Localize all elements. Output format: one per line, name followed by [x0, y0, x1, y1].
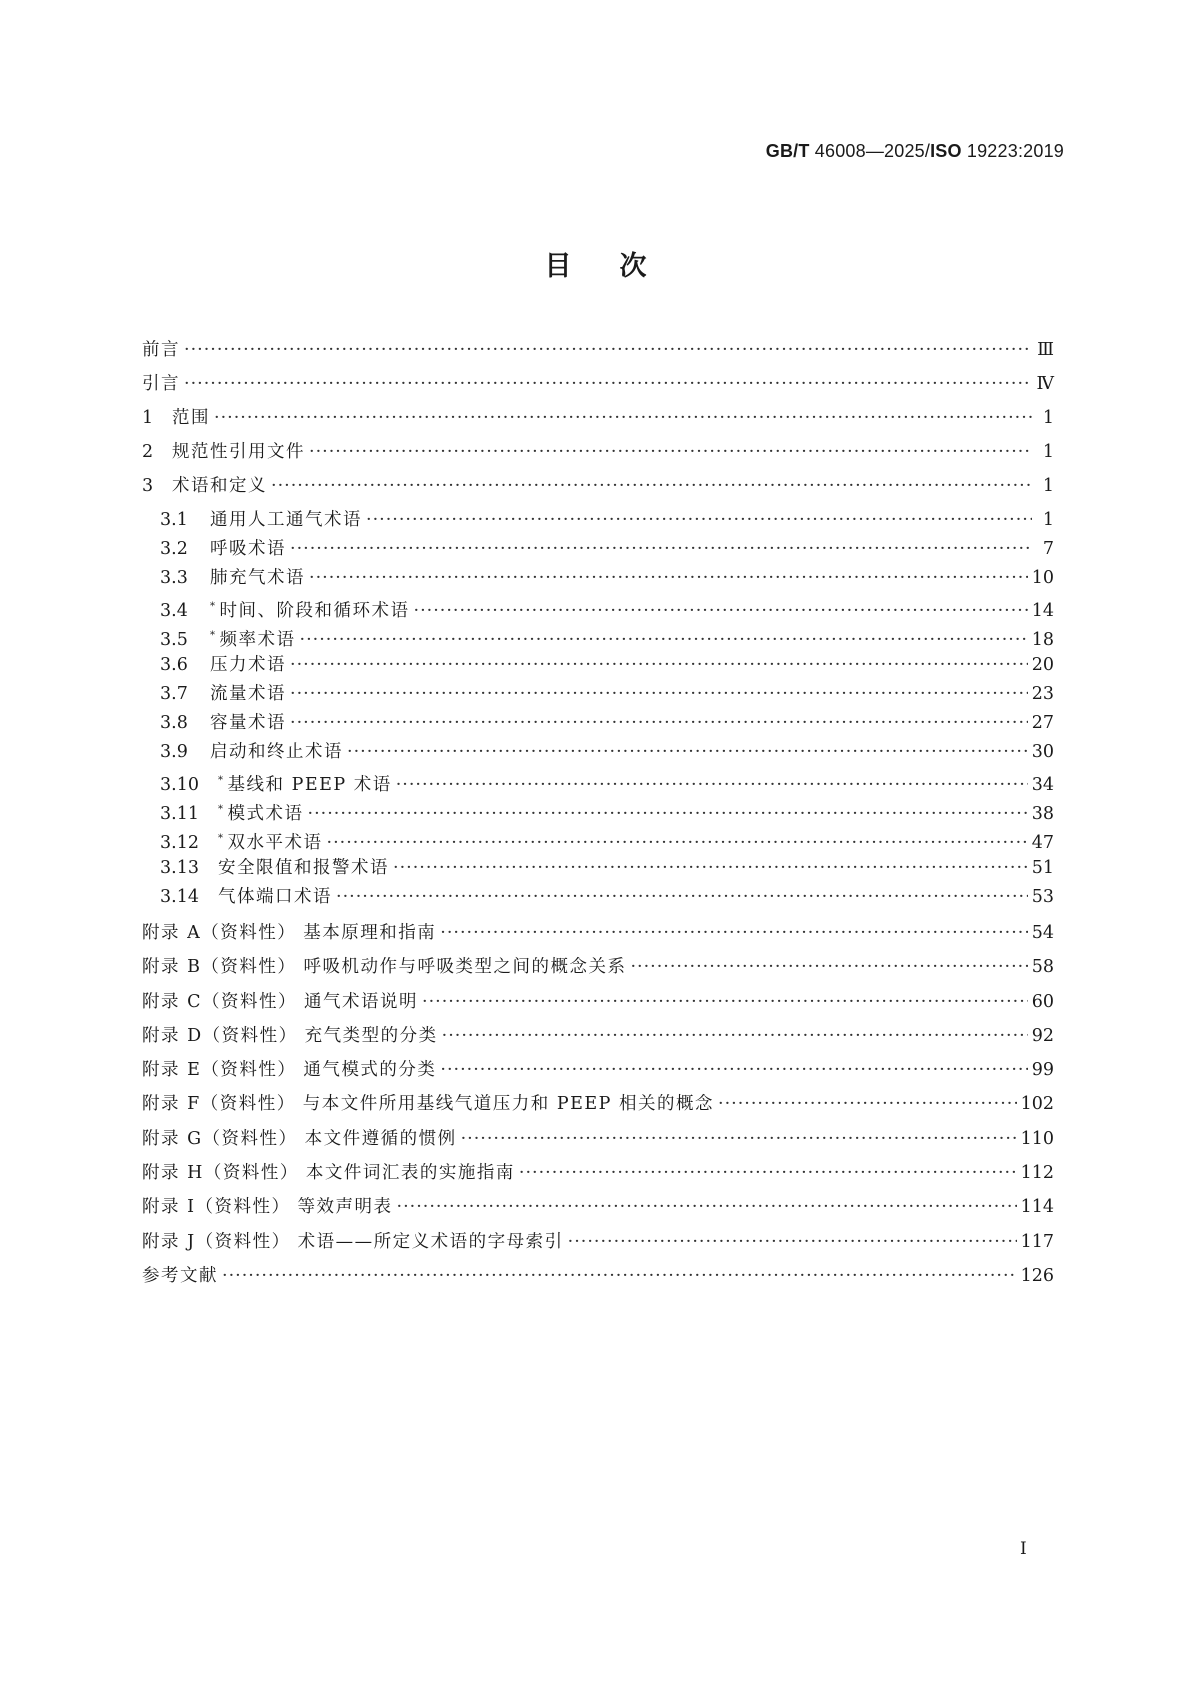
toc-entry[interactable]	[142, 885, 1054, 909]
toc-number: 3.5	[160, 630, 188, 650]
toc-page: 126	[1020, 1266, 1054, 1286]
toc-page: 1	[1042, 476, 1054, 496]
toc-leader	[393, 856, 1028, 880]
toc-label	[218, 827, 323, 855]
toc-number: 3.9	[160, 742, 188, 762]
toc-label: 附录 I（资料性） 等效声明表	[142, 1197, 393, 1217]
toc-entry[interactable]	[142, 440, 1054, 464]
toc-leader	[309, 566, 1028, 590]
toc-page: 7	[1042, 539, 1054, 559]
toc-entry[interactable]	[142, 921, 1054, 945]
toc-label: 前言	[142, 340, 180, 360]
toc-label: 附录 H（资料性） 本文件词汇表的实施指南	[142, 1163, 515, 1183]
toc-label	[210, 624, 296, 652]
toc-entry[interactable]	[142, 1264, 1054, 1288]
toc-leader	[222, 1264, 1017, 1288]
toc-leader	[461, 1127, 1017, 1151]
toc-entry[interactable]	[142, 682, 1054, 706]
toc-number: 3.14	[160, 887, 199, 907]
toc-entry[interactable]	[142, 856, 1054, 880]
toc-leader	[300, 628, 1028, 652]
toc-label: 气体端口术语	[218, 887, 332, 907]
toc-label: 引言	[142, 374, 180, 394]
toc-label: 术语和定义	[172, 476, 267, 496]
informative-mark: *	[210, 630, 217, 641]
toc-entry[interactable]	[142, 338, 1054, 362]
toc-label	[218, 769, 392, 797]
toc-entry[interactable]	[142, 827, 1054, 851]
toc-page: Ⅲ	[1037, 340, 1054, 360]
toc-leader	[397, 1195, 1017, 1219]
toc-label: 附录 B（资料性） 呼吸机动作与呼吸类型之间的概念关系	[142, 957, 627, 977]
toc-page: 112	[1020, 1163, 1054, 1183]
toc-label: 附录 A（资料性） 基本原理和指南	[142, 923, 437, 943]
toc-label: 附录 J（资料性） 术语——所定义术语的字母索引	[142, 1232, 564, 1252]
toc-leader	[214, 406, 1032, 430]
toc-page: 54	[1031, 923, 1054, 943]
toc-page: 102	[1020, 1094, 1054, 1114]
toc-leader	[396, 773, 1028, 797]
toc-leader	[440, 921, 1027, 945]
toc-number: 3.2	[160, 539, 188, 559]
toc-entry[interactable]	[142, 798, 1054, 822]
toc-number: 1	[142, 408, 154, 428]
informative-mark: *	[218, 775, 225, 786]
toc-label-text: 基线和 PEEP 术语	[227, 775, 392, 795]
toc-entry[interactable]	[142, 566, 1054, 590]
page-number: I	[1020, 1539, 1027, 1559]
toc-page: 110	[1020, 1129, 1054, 1149]
toc-entry[interactable]	[142, 769, 1054, 793]
toc-page: 47	[1031, 833, 1054, 853]
toc-entry[interactable]	[142, 1161, 1054, 1185]
toc-page: 23	[1031, 684, 1054, 704]
toc-entry[interactable]	[142, 1195, 1054, 1219]
toc-page: 1	[1042, 442, 1054, 462]
toc-page: 60	[1031, 992, 1054, 1012]
toc-leader	[568, 1230, 1017, 1254]
toc-page: 51	[1031, 858, 1054, 878]
toc-entry[interactable]	[142, 537, 1054, 561]
toc-entry[interactable]	[142, 1230, 1054, 1254]
toc-number: 3.13	[160, 858, 199, 878]
toc-leader	[327, 831, 1028, 855]
toc-label-text: 频率术语	[219, 630, 296, 650]
toc-number: 3.3	[160, 568, 188, 588]
toc-page: 92	[1031, 1026, 1054, 1046]
toc-label: 呼吸术语	[210, 539, 286, 559]
toc-page: 30	[1031, 742, 1054, 762]
toc-page: 53	[1031, 887, 1054, 907]
toc-label: 容量术语	[210, 713, 286, 733]
toc-number: 3.7	[160, 684, 188, 704]
toc-label: 安全限值和报警术语	[218, 858, 389, 878]
document-header	[766, 141, 1064, 162]
toc-number: 3.4	[160, 601, 188, 621]
toc-page: 34	[1031, 775, 1054, 795]
toc-leader	[290, 682, 1028, 706]
toc-entry[interactable]	[142, 990, 1054, 1014]
toc-leader	[290, 537, 1032, 561]
toc-page: 117	[1020, 1232, 1054, 1252]
toc-entry[interactable]	[142, 1092, 1054, 1116]
toc-page: 10	[1031, 568, 1054, 588]
toc-entry[interactable]	[142, 653, 1054, 677]
toc-label-text: 模式术语	[227, 804, 304, 824]
toc-page: 1	[1042, 510, 1054, 530]
toc-label: 规范性引用文件	[172, 442, 305, 462]
toc-number: 3.8	[160, 713, 188, 733]
toc-label: 附录 F（资料性） 与本文件所用基线气道压力和 PEEP 相关的概念	[142, 1094, 714, 1114]
toc-leader	[290, 653, 1028, 677]
toc-number: 3.6	[160, 655, 188, 675]
toc-leader	[309, 440, 1032, 464]
toc-page: 99	[1031, 1060, 1054, 1080]
standard-prefix: GB/T	[765, 141, 810, 161]
toc-page: 38	[1031, 804, 1054, 824]
toc-page: 20	[1031, 655, 1054, 675]
toc-label: 范围	[172, 408, 210, 428]
toc-label: 附录 G（资料性） 本文件遵循的惯例	[142, 1129, 457, 1149]
toc-leader	[366, 508, 1032, 532]
standard-number: 46008—2025/	[809, 141, 931, 161]
toc-label: 附录 E（资料性） 通气模式的分类	[142, 1060, 437, 1080]
toc-label: 肺充气术语	[210, 568, 305, 588]
toc-label: 参考文献	[142, 1266, 218, 1286]
toc-leader	[308, 802, 1028, 826]
toc-entry[interactable]	[142, 1024, 1054, 1048]
page-title: 目次	[544, 251, 695, 282]
toc-page: 114	[1020, 1197, 1054, 1217]
iso-prefix: ISO	[930, 141, 962, 161]
toc-leader	[347, 740, 1028, 764]
toc-label: 附录 D（资料性） 充气类型的分类	[142, 1026, 438, 1046]
toc-entry[interactable]	[142, 474, 1054, 498]
informative-mark: *	[210, 601, 217, 612]
toc-label: 通用人工通气术语	[210, 510, 362, 530]
iso-number: 19223:2019	[961, 141, 1064, 161]
toc-leader	[442, 1024, 1028, 1048]
toc-page: 18	[1031, 630, 1054, 650]
toc-number: 3.1	[160, 510, 188, 530]
toc-entry[interactable]	[142, 711, 1054, 735]
informative-mark: *	[218, 833, 225, 844]
toc-label: 流量术语	[210, 684, 286, 704]
toc-page: 14	[1031, 601, 1054, 621]
toc-leader	[718, 1092, 1017, 1116]
toc-number: 3.11	[160, 804, 199, 824]
toc-label: 附录 C（资料性） 通气术语说明	[142, 992, 419, 1012]
toc-number: 3.10	[160, 775, 199, 795]
toc-label	[218, 798, 304, 826]
toc-number: 3.12	[160, 833, 199, 853]
toc-leader	[440, 1058, 1027, 1082]
toc-leader	[336, 885, 1028, 909]
toc-entry[interactable]	[142, 1058, 1054, 1082]
toc-leader	[184, 338, 1032, 362]
toc-label	[210, 595, 410, 623]
toc-entry[interactable]	[142, 1127, 1054, 1151]
toc-number: 2	[142, 442, 154, 462]
toc-entry[interactable]	[142, 955, 1054, 979]
toc-label: 启动和终止术语	[210, 742, 343, 762]
toc-page: Ⅳ	[1036, 374, 1054, 394]
informative-mark: *	[218, 804, 225, 815]
toc-number: 3	[142, 476, 154, 496]
toc-entry[interactable]	[142, 508, 1054, 532]
toc-label: 压力术语	[210, 655, 286, 675]
toc-label-text: 时间、阶段和循环术语	[219, 601, 410, 621]
toc-leader	[422, 990, 1028, 1014]
toc-leader	[414, 599, 1028, 623]
toc-page: 58	[1031, 957, 1054, 977]
toc-label-text: 双水平术语	[227, 833, 323, 853]
toc-page: 27	[1031, 713, 1054, 733]
toc-entry[interactable]	[142, 740, 1054, 764]
toc-leader	[290, 711, 1028, 735]
toc-leader	[630, 955, 1027, 979]
toc-entry[interactable]	[142, 372, 1054, 396]
toc-leader	[184, 372, 1032, 396]
toc-entry[interactable]	[142, 624, 1054, 648]
toc-entry[interactable]	[142, 595, 1054, 619]
toc-leader	[271, 474, 1032, 498]
toc-leader	[519, 1161, 1017, 1185]
toc-entry[interactable]	[142, 406, 1054, 430]
toc-page: 1	[1042, 408, 1054, 428]
